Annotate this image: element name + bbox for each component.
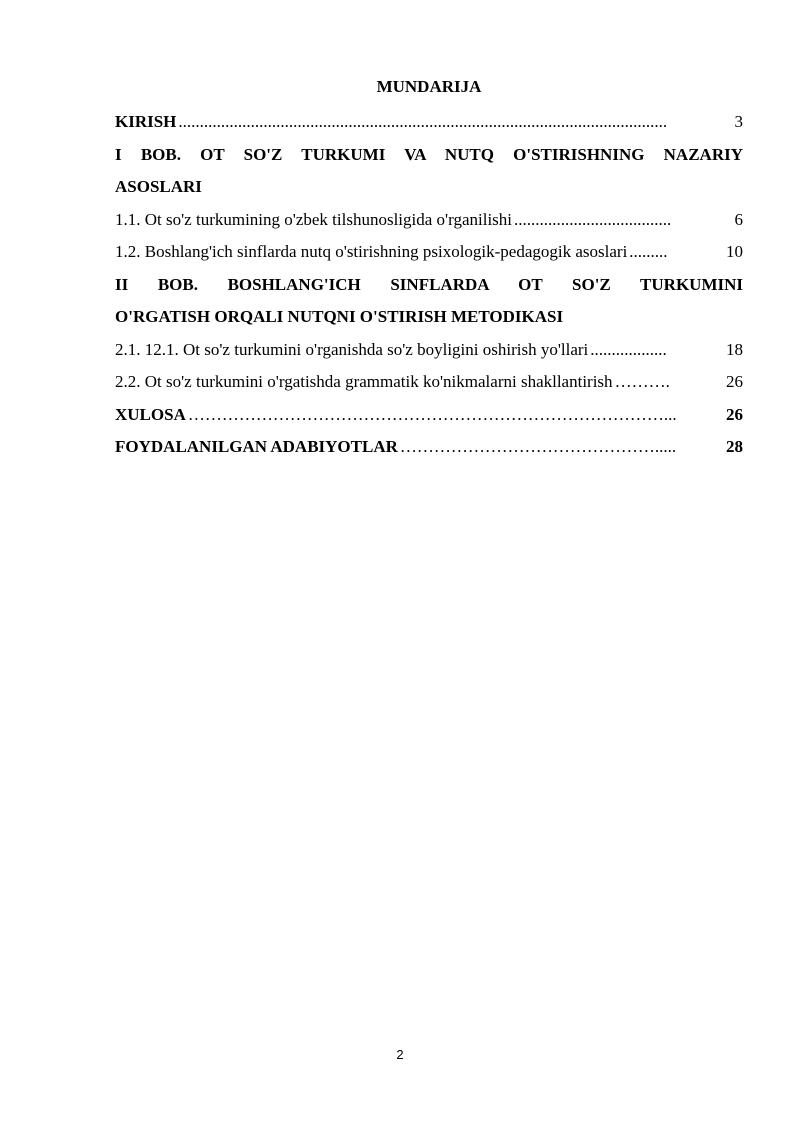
toc-page-number: 10 [726,242,743,261]
toc-entry-1-2 [115,236,743,269]
toc-chapter-1-line1: I BOB. OT SO'Z TURKUMI VA NUTQ O'STIRISHNING NAZARIY [115,144,743,164]
toc-chapter-2-line1: II BOB. BOSHLANG'ICH SINFLARDA OT SO'Z TURKUMINI [115,274,743,294]
toc-entry-text: FOYDALANILGAN ADABIYOTLAR [115,437,398,456]
toc-page-number: 26 [726,404,743,424]
toc-leader-dots: ………. [614,372,670,391]
toc-entry-text: 2.2. Ot so'z turkumini o'rgatishda grammatik ko'nikmalarni shakllantirish [115,372,613,391]
toc-page-number: 3 [734,112,743,131]
toc-entry-xulosa [115,399,743,432]
toc-entry-text: KIRISH [115,112,177,131]
toc-chapter-2-line2: O'RGATISH ORQALI NUTQNI O'STIRISH METODIKASI [115,307,564,326]
page-number: 2 [396,1047,404,1062]
toc-page-number: 6 [734,209,743,229]
toc-page-number: 18 [726,339,743,359]
toc-leader-dots: …………………………………………………………………………... [187,404,677,424]
toc-entry-kirish [115,106,743,139]
toc-page-number: 28 [726,437,743,456]
toc-entry-text: 1.1. Ot so'z turkumining o'zbek tilshunosligida o'rganilishi [115,209,513,229]
toc-title: MUNDARIJA [376,77,482,96]
toc-entry-foydalanilgan-adabiyotlar [115,431,743,464]
toc-leader-dots: .................. [590,339,667,359]
toc-leader-dots: ................................................................................................................... [178,112,668,131]
toc-entry-2-2 [115,366,743,399]
toc-chapter-2 [115,269,743,334]
toc-entry-2-1 [115,334,743,367]
toc-entry-text: 1.2. Boshlang'ich sinflarda nutq o'stirishning psixologik-pedagogik asoslari [115,242,628,261]
toc-leader-dots: ..................................... [514,209,672,229]
toc-page-number: 26 [726,372,743,391]
table-of-contents [115,75,743,464]
toc-entry-text: XULOSA [115,404,186,424]
toc-leader-dots: ......... [629,242,668,261]
toc-chapter-1 [115,139,743,204]
toc-entry-text: 2.1. 12.1. Ot so'z turkumini o'rganishda so'z boyligini oshirish yo'llari [115,339,589,359]
toc-entry-1-1 [115,204,743,237]
toc-leader-dots: ………………………………………..... [399,437,677,456]
toc-chapter-1-line2: ASOSLARI [115,177,202,196]
